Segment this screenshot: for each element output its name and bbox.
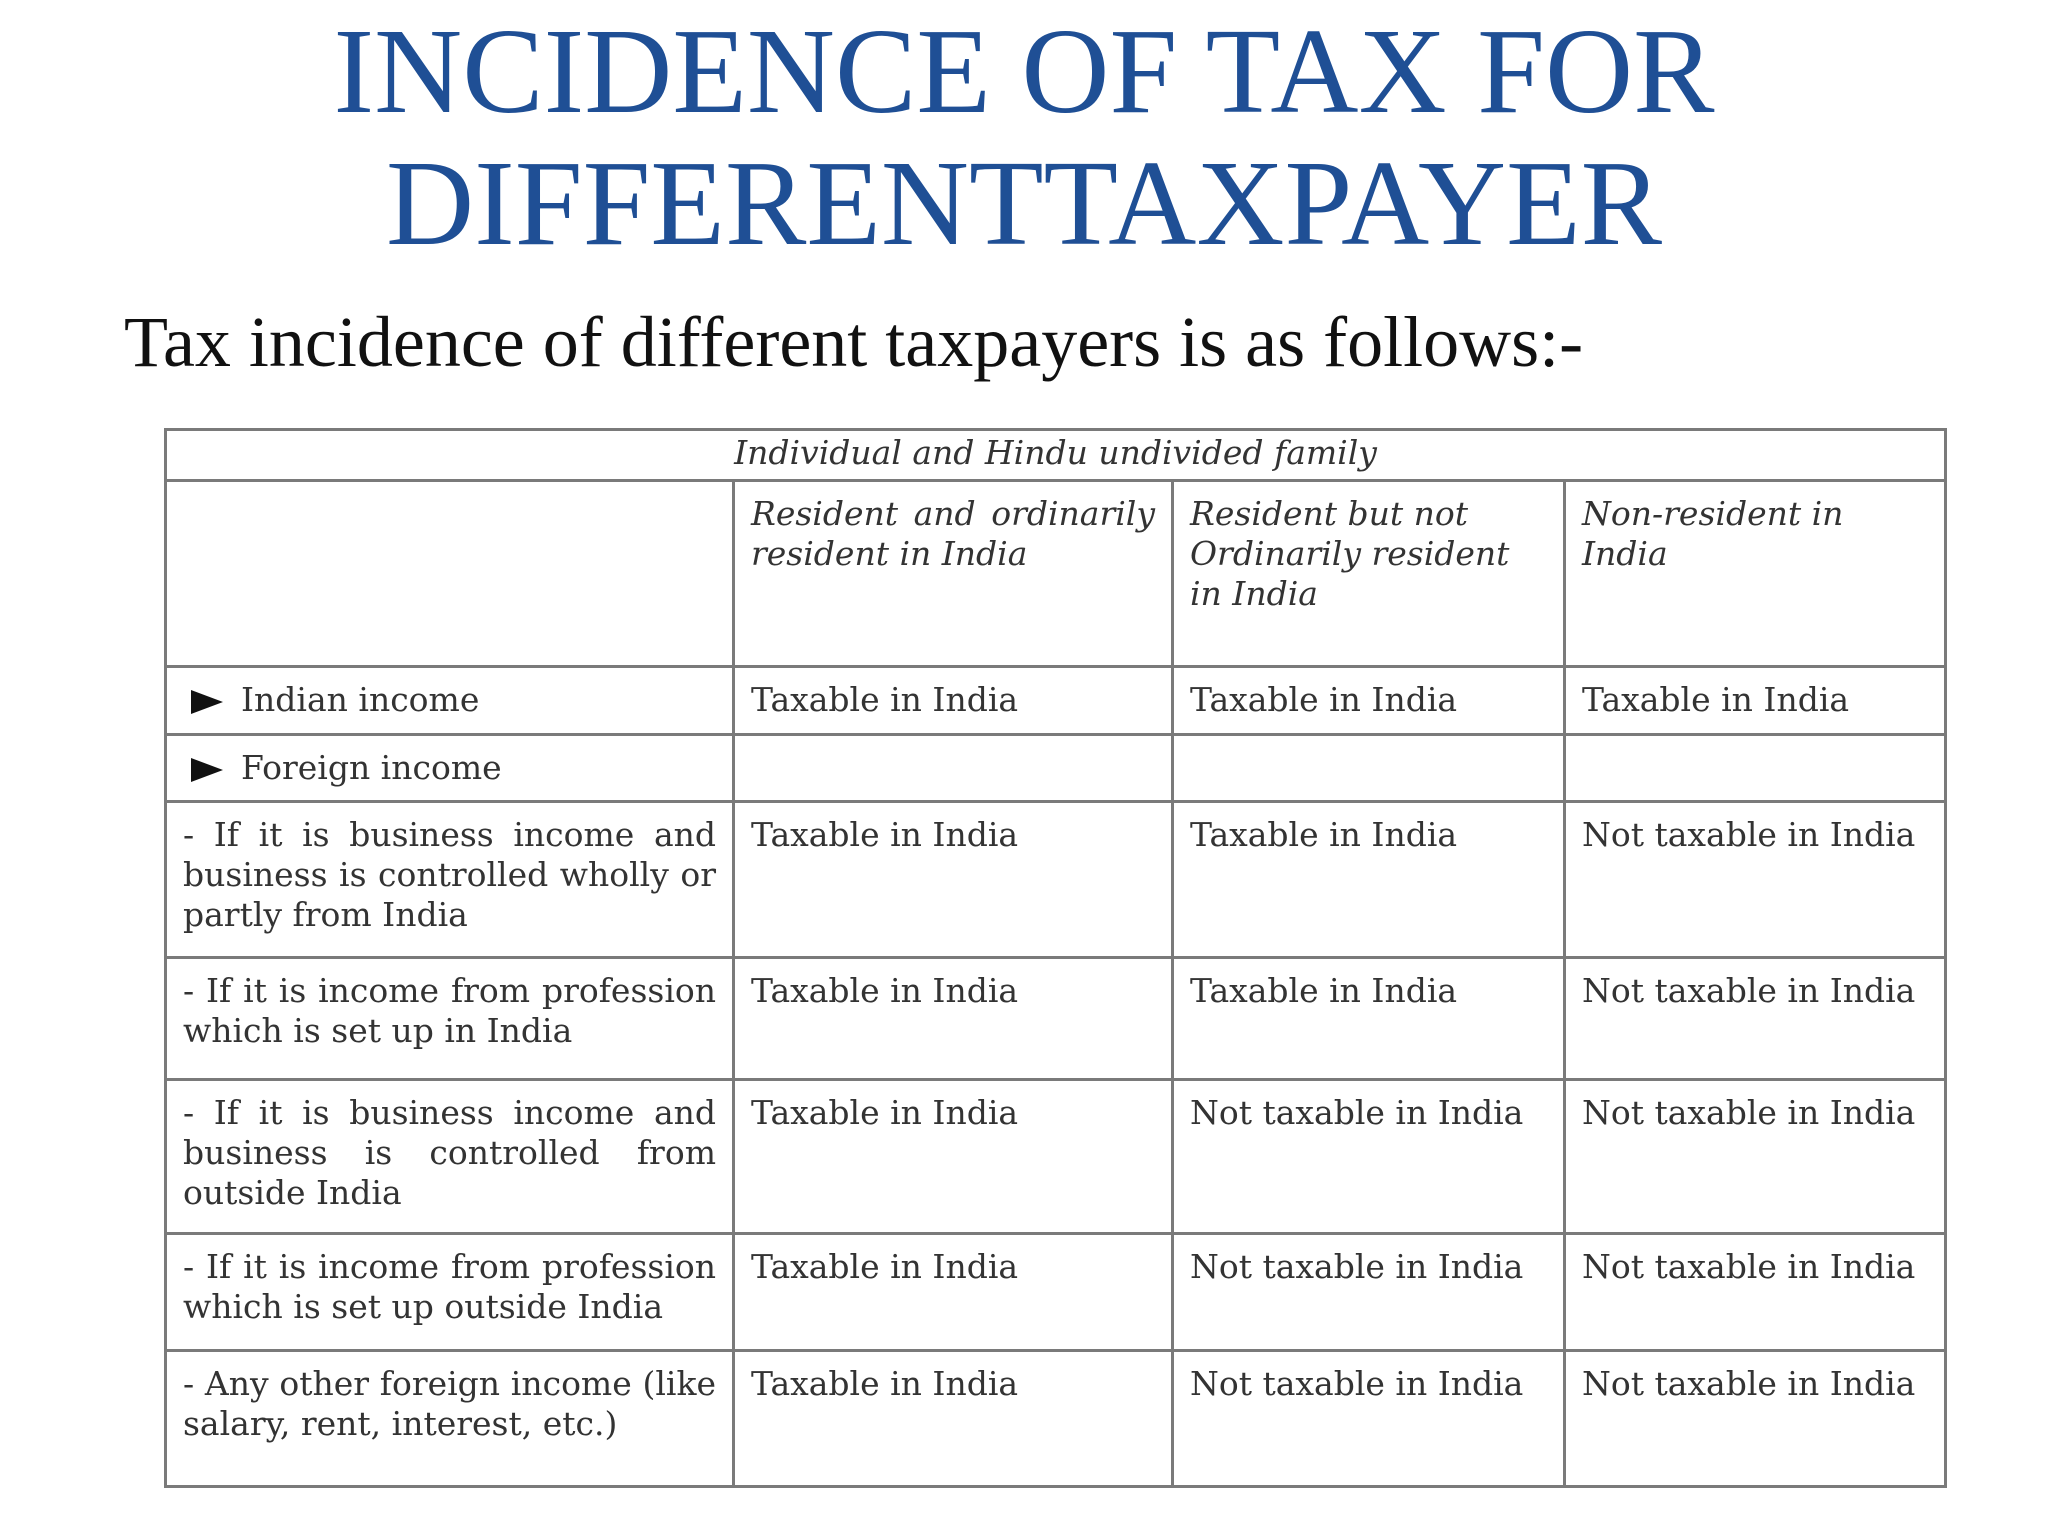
table-row: [166, 1080, 1946, 1234]
row-label: [166, 666, 734, 734]
title-line-1: INCIDENCE OF TAX FOR: [333, 4, 1715, 139]
table-cell: Not taxable in India: [1565, 1233, 1946, 1350]
row-label: - Any other foreign income (like salary, rent, interest, etc.): [166, 1351, 734, 1487]
table-cell: Taxable in India: [734, 1080, 1173, 1234]
table-cell: [1173, 734, 1565, 802]
table-group-header-row: [166, 430, 1946, 481]
table-row: [166, 666, 1946, 734]
table-cell: Taxable in India: [1565, 666, 1946, 734]
column-header-resident-not-ordinarily: Resident but not Ordinarily resident in India: [1173, 480, 1565, 666]
table-row: [166, 1233, 1946, 1350]
table-cell: [1565, 734, 1946, 802]
table-row: [166, 1351, 1946, 1487]
table-row: [166, 958, 1946, 1080]
title-line-2: DIFFERENTTAXPAYER: [386, 136, 1662, 271]
table-row: [166, 802, 1946, 958]
row-label: - If it is business income and business is controlled wholly or partly from India: [166, 802, 734, 958]
table-column-header-row: [166, 480, 1946, 666]
table-cell: Taxable in India: [1173, 802, 1565, 958]
table-cell: Not taxable in India: [1173, 1233, 1565, 1350]
table-cell: Not taxable in India: [1565, 1080, 1946, 1234]
row-label: - If it is income from profession which is set up outside India: [166, 1233, 734, 1350]
slide-title: [0, 6, 2048, 270]
arrow-bullet-icon: [191, 690, 223, 714]
table-cell: Taxable in India: [734, 802, 1173, 958]
table-cell: Taxable in India: [734, 1351, 1173, 1487]
table-cell: Taxable in India: [734, 666, 1173, 734]
table-cell: Taxable in India: [1173, 666, 1565, 734]
row-label: - If it is business income and business is controlled from outside India: [166, 1080, 734, 1234]
arrow-bullet-icon: [191, 758, 223, 782]
table-cell: Taxable in India: [734, 1233, 1173, 1350]
column-header-resident-ordinarily: Resident and ordinarily resident in India: [734, 480, 1173, 666]
row-label: [166, 734, 734, 802]
column-header-blank: [166, 480, 734, 666]
tax-incidence-table: [164, 428, 1947, 1488]
table-row: [166, 734, 1946, 802]
table-cell: Not taxable in India: [1565, 958, 1946, 1080]
table-cell: Not taxable in India: [1173, 1080, 1565, 1234]
table-cell: Not taxable in India: [1173, 1351, 1565, 1487]
column-header-non-resident: Non-resident in India: [1565, 480, 1946, 666]
table-cell: Taxable in India: [1173, 958, 1565, 1080]
slide-subtitle: Tax incidence of different taxpayers is as follows:-: [124, 302, 1584, 382]
table-cell: Not taxable in India: [1565, 802, 1946, 958]
group-header-cell: Individual and Hindu undivided family: [166, 430, 1946, 481]
table-cell: Not taxable in India: [1565, 1351, 1946, 1487]
row-label: - If it is income from profession which is set up in India: [166, 958, 734, 1080]
table-cell: Taxable in India: [734, 958, 1173, 1080]
table-cell: [734, 734, 1173, 802]
row-label-text: Foreign income: [241, 747, 502, 787]
row-label-text: Indian income: [241, 679, 480, 719]
